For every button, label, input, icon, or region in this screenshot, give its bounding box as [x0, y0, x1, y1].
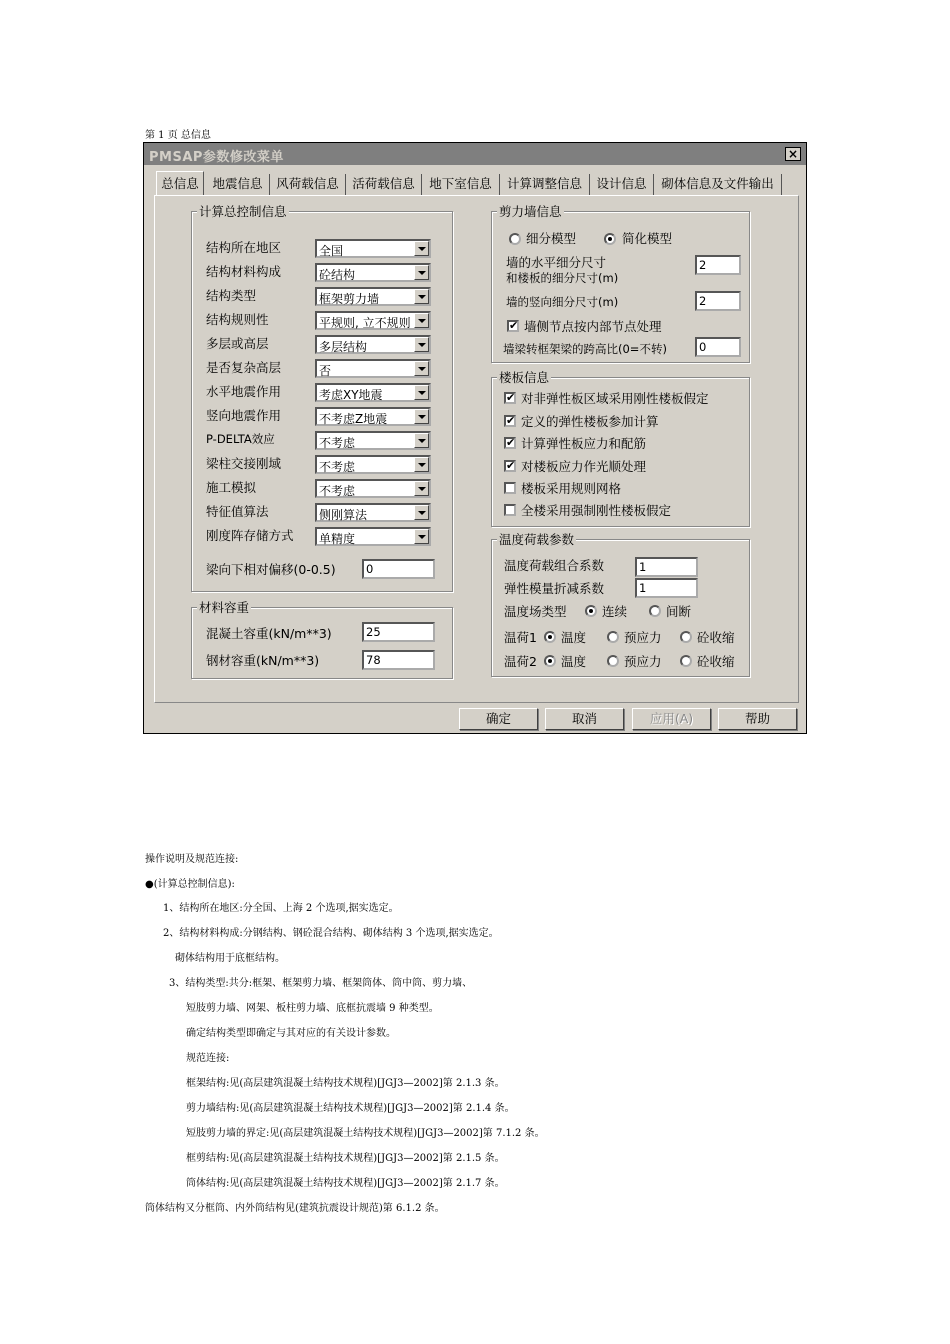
label-slab-size: 和楼板的细分尺寸(m)	[506, 271, 619, 285]
label-load1-temperature: 温度	[561, 630, 587, 645]
label-complex: 是否复杂高层	[206, 360, 282, 375]
label-field-type: 温度场类型	[504, 604, 567, 619]
dialog-title: PMSAP参数修改菜单	[149, 150, 284, 165]
cancel-button[interactable]: 取消	[545, 708, 624, 730]
combo-eigen-algorithm[interactable]	[315, 503, 431, 522]
label-rigid-slab: 对非弹性板区域采用刚性楼板假定	[521, 391, 709, 406]
dropdown-arrow-icon[interactable]	[414, 361, 429, 376]
combo-vertical-seismic[interactable]	[315, 407, 431, 426]
dropdown-arrow-icon[interactable]	[414, 313, 429, 328]
doc-line-6: 确定结构类型即确定与其对应的有关设计参数。	[186, 1028, 396, 1039]
label-vertical-size: 墙的竖向细分尺寸(m)	[506, 295, 619, 309]
label-material: 结构材料构成	[206, 264, 282, 279]
dropdown-arrow-icon[interactable]	[414, 337, 429, 352]
combo-storage-mode-value: 单精度	[319, 532, 356, 546]
combo-structure-type[interactable]	[315, 287, 431, 306]
label-temp-load-2: 温荷2	[504, 654, 537, 669]
pmsap-dialog	[143, 142, 807, 734]
dropdown-arrow-icon[interactable]	[414, 265, 429, 280]
combo-material-value: 砼结构	[319, 268, 356, 282]
label-load2-temperature: 温度	[561, 654, 587, 669]
label-vertical-seismic: 竖向地震作用	[206, 408, 282, 423]
radio-load2-prestress[interactable]	[607, 655, 619, 667]
checkbox-stress-smoothing[interactable]: ✔	[506, 459, 516, 472]
doc-line-1: 1、结构所在地区:分全国、上海 2 个选项,据实选定。	[163, 903, 399, 914]
combo-material[interactable]	[315, 263, 431, 282]
input-concrete-density[interactable]: 25	[362, 622, 435, 642]
label-eigen-algorithm: 特征值算法	[206, 504, 269, 519]
radio-intermittent[interactable]	[649, 605, 661, 617]
combo-pdelta-value: 不考虑	[319, 436, 356, 450]
label-load2-shrinkage: 砼收缩	[697, 654, 735, 669]
label-load1-shrinkage: 砼收缩	[697, 630, 735, 645]
doc-line-4: 3、结构类型:共分:框架、框架剪力墙、框架筒体、筒中筒、剪力墙、	[169, 978, 473, 989]
doc-line-9: 剪力墙结构:见(高层建筑混凝土结构技术规程)[JGJ3—2002]第 2.1.4 条。	[186, 1103, 515, 1114]
combo-construction-sim-value: 不考虑	[319, 484, 356, 498]
combo-rigid-zone[interactable]	[315, 455, 431, 474]
checkbox-slab-stress[interactable]: ✔	[506, 436, 516, 449]
combo-pdelta[interactable]	[315, 431, 431, 450]
apply-button[interactable]: 应用(A)	[632, 708, 711, 730]
radio-load1-shrinkage[interactable]	[680, 631, 692, 643]
doc-line-3: 砌体结构用于底框结构。	[175, 953, 285, 964]
close-button[interactable]: ×	[785, 147, 801, 161]
tab-live-load[interactable]: 活荷载信息	[346, 174, 422, 195]
label-structure-type: 结构类型	[206, 288, 257, 303]
group-slab-title: 楼板信息	[499, 370, 550, 385]
group-temperature-title: 温度荷载参数	[499, 532, 575, 547]
combo-horizontal-seismic-value: 考虑XY地震	[319, 388, 383, 402]
tab-wind[interactable]: 风荷载信息	[270, 174, 346, 195]
label-load2-prestress: 预应力	[624, 654, 662, 669]
combo-complex[interactable]	[315, 359, 431, 378]
dropdown-arrow-icon[interactable]	[414, 529, 429, 544]
combo-construction-sim[interactable]	[315, 479, 431, 498]
combo-eigen-algorithm-value: 侧刚算法	[319, 508, 368, 522]
doc-line-12: 筒体结构:见(高层建筑混凝土结构技术规程)[JGJ3—2002]第 2.1.7 条。	[186, 1178, 505, 1189]
doc-line-2: 2、结构材料构成:分钢结构、钢砼混合结构、砌体结构 3 个选项,据实选定。	[163, 928, 499, 939]
tab-general[interactable]: 总信息	[156, 171, 204, 196]
label-stress-smoothing: 对楼板应力作光顺处理	[521, 459, 647, 474]
combo-region[interactable]	[315, 239, 431, 258]
label-modulus-reduction: 弹性模量折减系数	[504, 581, 605, 596]
combo-structure-type-value: 框架剪力墙	[319, 292, 380, 306]
combo-storey-type[interactable]	[315, 335, 431, 354]
combo-vertical-seismic-value: 不考虑Z地震	[319, 412, 388, 426]
checkbox-rigid-slab[interactable]: ✔	[506, 391, 516, 404]
label-steel-density: 钢材容重(kN/m**3)	[206, 653, 320, 668]
doc-line-7: 规范连接:	[186, 1053, 230, 1064]
label-pdelta: P-DELTA效应	[206, 432, 275, 446]
label-storage-mode: 刚度阵存储方式	[206, 528, 294, 543]
combo-region-value: 全国	[319, 244, 344, 258]
radio-load2-shrinkage[interactable]	[680, 655, 692, 667]
doc-bullet-heading: ●(计算总控制信息):	[145, 879, 235, 890]
label-fine-model: 细分模型	[526, 231, 577, 246]
doc-line-5: 短肢剪力墙、网架、板柱剪力墙、底框抗震墙 9 种类型。	[186, 1003, 439, 1014]
tab-seismic[interactable]: 地震信息	[206, 174, 270, 195]
label-regular-mesh: 楼板采用规则网格	[521, 481, 622, 496]
checkbox-force-rigid[interactable]	[504, 504, 516, 516]
checkbox-elastic-slab[interactable]: ✔	[506, 414, 516, 427]
doc-line-11: 框剪结构:见(高层建筑混凝土结构技术规程)[JGJ3—2002]第 2.1.5 条。	[186, 1153, 505, 1164]
label-load1-prestress: 预应力	[624, 630, 662, 645]
label-simplified-model: 简化模型	[622, 231, 673, 246]
group-material-title: 材料容重	[199, 600, 250, 615]
label-slab-stress: 计算弹性板应力和配筋	[521, 436, 647, 451]
input-modulus-reduction[interactable]: 1	[635, 578, 698, 598]
radio-continuous[interactable]	[585, 605, 597, 617]
label-continuous: 连续	[602, 604, 628, 619]
input-beam-offset[interactable]: 0	[362, 559, 435, 579]
label-span-ratio: 墙梁转框架梁的跨高比(0=不转)	[503, 342, 667, 356]
ok-button[interactable]: 确定	[459, 708, 538, 730]
input-span-ratio[interactable]: 0	[695, 337, 741, 357]
combo-regularity[interactable]	[315, 311, 431, 330]
combo-horizontal-seismic[interactable]	[315, 383, 431, 402]
tab-basement[interactable]: 地下室信息	[422, 174, 500, 195]
label-horizontal-size: 墙的水平细分尺寸	[506, 255, 607, 270]
tab-masonry-output[interactable]: 砌体信息及文件输出	[654, 174, 782, 195]
doc-line-13: 筒体结构又分框筒、内外筒结构见(建筑抗震设计规范)第 6.1.2 条。	[145, 1203, 445, 1214]
dropdown-arrow-icon[interactable]	[414, 457, 429, 472]
combo-regularity-value: 平规则, 立不规则	[319, 316, 411, 330]
radio-fine-model[interactable]	[509, 233, 521, 245]
group-shearwall-title: 剪力墙信息	[499, 204, 562, 219]
dropdown-arrow-icon[interactable]	[414, 505, 429, 520]
dropdown-arrow-icon[interactable]	[414, 385, 429, 400]
dropdown-arrow-icon[interactable]	[414, 241, 429, 256]
doc-line-10: 短肢剪力墙的界定:见(高层建筑混凝土结构技术规程)[JGJ3—2002]第 7.1.2 条。	[186, 1128, 545, 1139]
radio-load2-temperature[interactable]	[544, 655, 556, 667]
combo-storage-mode[interactable]	[315, 527, 431, 546]
dropdown-arrow-icon[interactable]	[414, 481, 429, 496]
group-control-title: 计算总控制信息	[199, 204, 287, 219]
label-horizontal-seismic: 水平地震作用	[206, 384, 282, 399]
label-regularity: 结构规则性	[206, 312, 269, 327]
label-storey-type: 多层或高层	[206, 336, 269, 351]
page-label: 第 1 页 总信息	[145, 130, 211, 141]
checkbox-regular-mesh[interactable]	[504, 482, 516, 494]
tab-adjust[interactable]: 计算调整信息	[500, 174, 590, 195]
label-rigid-zone: 梁柱交接刚域	[206, 456, 282, 471]
radio-simplified-model[interactable]	[604, 233, 616, 245]
combo-complex-value: 否	[319, 364, 332, 378]
input-steel-density[interactable]: 78	[362, 650, 435, 670]
title-bar[interactable]	[144, 143, 806, 165]
label-intermittent: 间断	[666, 604, 692, 619]
dropdown-arrow-icon[interactable]	[414, 433, 429, 448]
radio-load1-prestress[interactable]	[607, 631, 619, 643]
label-beam-offset: 梁向下相对偏移(0-0.5)	[206, 562, 336, 577]
tab-design[interactable]: 设计信息	[590, 174, 654, 195]
label-force-rigid: 全楼采用强制刚性楼板假定	[521, 503, 672, 518]
input-horizontal-size[interactable]: 2	[695, 255, 741, 275]
doc-line-8: 框架结构:见(高层建筑混凝土结构技术规程)[JGJ3—2002]第 2.1.3 条。	[186, 1078, 505, 1089]
combo-storey-type-value: 多层结构	[319, 340, 368, 354]
doc-intro: 操作说明及规范连接:	[145, 854, 239, 865]
label-temp-load-1: 温荷1	[504, 630, 537, 645]
help-button[interactable]: 帮助	[718, 708, 797, 730]
label-wall-node: 墙侧节点按内部节点处理	[524, 319, 662, 334]
dropdown-arrow-icon[interactable]	[414, 409, 429, 424]
input-vertical-size[interactable]: 2	[695, 291, 741, 311]
label-construction-sim: 施工模拟	[206, 480, 257, 495]
radio-load1-temperature[interactable]	[544, 631, 556, 643]
label-temp-combo: 温度荷载组合系数	[504, 558, 605, 573]
input-temp-combo[interactable]: 1	[635, 557, 698, 577]
combo-rigid-zone-value: 不考虑	[319, 460, 356, 474]
checkbox-wall-node[interactable]: ✔	[509, 319, 519, 332]
label-concrete-density: 混凝土容重(kN/m**3)	[206, 626, 332, 641]
label-region: 结构所在地区	[206, 240, 282, 255]
dropdown-arrow-icon[interactable]	[414, 289, 429, 304]
label-elastic-slab: 定义的弹性楼板参加计算	[521, 414, 659, 429]
